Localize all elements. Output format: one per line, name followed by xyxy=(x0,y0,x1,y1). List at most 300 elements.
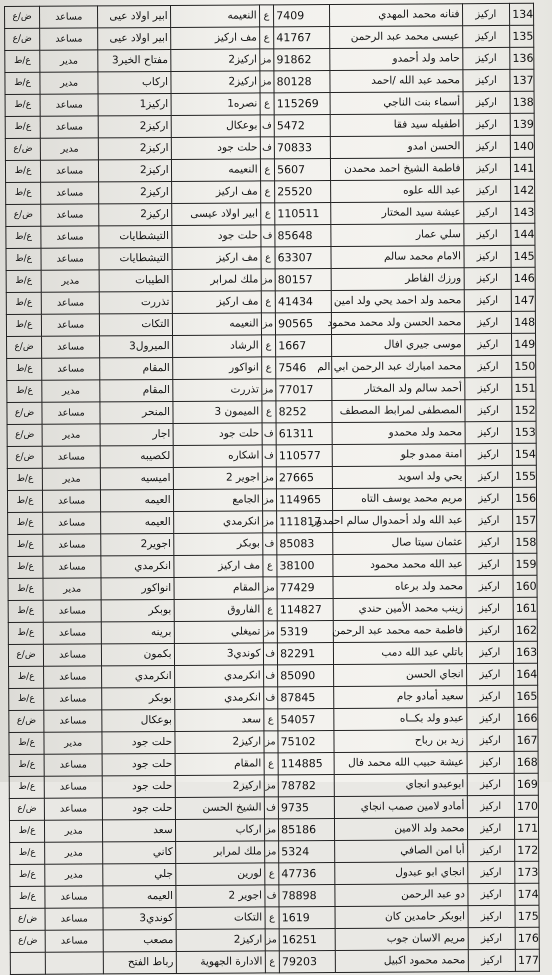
place-cell: اركيز2 xyxy=(175,731,264,754)
role-cell: مساعد xyxy=(44,666,102,688)
place-cell: انواكور xyxy=(172,357,261,380)
role-cell: مدير xyxy=(45,864,103,886)
row-number-cell: 139 xyxy=(510,113,534,135)
number-cell: 114965 xyxy=(277,489,333,511)
place-cell: النعيمه xyxy=(172,313,261,336)
role-cell: مدير xyxy=(45,842,103,864)
place-cell: مف اركيز xyxy=(173,555,262,578)
number-cell: 54057 xyxy=(278,708,334,730)
row-number-cell: 154 xyxy=(512,443,536,465)
place-cell: اركاب xyxy=(175,819,264,842)
name-cell: عبد الله علوه xyxy=(331,180,464,203)
number-cell: 38100 xyxy=(277,555,333,577)
code-cell: ف xyxy=(262,533,277,555)
row-number-cell: 149 xyxy=(512,333,536,355)
role-cell: مساعد xyxy=(40,6,98,28)
role-cell: مدير xyxy=(40,72,98,94)
place-cell: حلت جود xyxy=(173,423,262,446)
row-number-cell: 165 xyxy=(514,685,538,707)
name-cell: محمد ولد احمد يحي ولد امين xyxy=(331,290,464,313)
row-number-cell: 138 xyxy=(510,91,534,113)
role-cell: مساعد xyxy=(42,358,100,380)
school-cell: انواكور xyxy=(101,577,174,599)
status-cell: ع/ط xyxy=(9,754,44,776)
row-number-cell: 169 xyxy=(514,773,538,795)
code-cell: ف xyxy=(260,115,275,137)
name-cell: يحي ولد اسويد xyxy=(332,466,465,489)
school-cell: لكصيبه xyxy=(100,445,173,467)
status-cell: ع/ط xyxy=(9,820,44,842)
row-number-cell: 158 xyxy=(513,531,537,553)
row-number-cell: 172 xyxy=(515,839,539,861)
code-cell: ع xyxy=(261,335,276,357)
district-cell: اركيز xyxy=(464,333,512,355)
district-cell: اركيز xyxy=(463,201,511,223)
school-cell: التيشطايات xyxy=(99,225,172,247)
name-cell: مريم الاسان جوب xyxy=(335,928,468,951)
name-cell: ابوبكر حامدين كان xyxy=(335,906,468,929)
number-cell: 70833 xyxy=(274,137,330,159)
status-cell: ع/ط xyxy=(6,182,41,204)
status-cell: ع/ط xyxy=(8,622,43,644)
number-cell: 87845 xyxy=(278,686,334,708)
table-row xyxy=(5,25,534,50)
status-cell: ض/ع xyxy=(8,644,43,666)
name-cell: زينب محمد الأمين حندي xyxy=(333,598,466,621)
table-row xyxy=(5,47,534,72)
place-cell: الادارة الجهوية xyxy=(176,951,265,974)
school-cell: رباط الفتح xyxy=(103,951,176,973)
status-cell: ع/ط xyxy=(8,578,43,600)
table-row xyxy=(9,729,538,754)
place-cell: اركيز2 xyxy=(176,929,265,952)
name-cell: محمد عبد الله /احمد xyxy=(330,70,463,93)
table-row xyxy=(7,377,536,402)
place-cell: اشكاره xyxy=(173,445,262,468)
row-number-cell: 168 xyxy=(514,751,538,773)
status-cell: ع/ط xyxy=(5,116,40,138)
school-cell: العيمه xyxy=(103,885,176,907)
number-cell: 110577 xyxy=(276,445,332,467)
number-cell: 75102 xyxy=(278,730,334,752)
role-cell: مدير xyxy=(43,468,101,490)
status-cell: ع/ط xyxy=(10,842,45,864)
code-cell: مز xyxy=(264,841,279,863)
number-cell: 90565 xyxy=(275,313,331,335)
code-cell: ع xyxy=(265,951,280,973)
place-cell: النعيمه xyxy=(171,159,260,182)
row-number-cell: 161 xyxy=(513,597,537,619)
status-cell: ع/ط xyxy=(5,50,40,72)
row-number-cell: 164 xyxy=(514,663,538,685)
staff-assignment-table xyxy=(4,3,540,975)
number-cell: 79203 xyxy=(279,950,335,972)
code-cell: مز xyxy=(263,621,278,643)
role-cell: مساعد xyxy=(43,600,101,622)
code-cell: ع xyxy=(263,599,278,621)
role-cell: مدير xyxy=(42,424,100,446)
number-cell: 47736 xyxy=(279,862,335,884)
district-cell: اركيز xyxy=(465,465,513,487)
role-cell: مدير xyxy=(44,732,102,754)
row-number-cell: 143 xyxy=(511,201,535,223)
code-cell: مز xyxy=(265,929,280,951)
school-cell: ابير اولاد عيى xyxy=(98,27,171,49)
district-cell: اركيز xyxy=(464,355,512,377)
role-cell: مساعد xyxy=(44,710,102,732)
role-cell: مساعد xyxy=(42,336,100,358)
name-cell: فاطمة الشيخ احمد محمدن xyxy=(330,158,463,181)
status-cell: ع/ط xyxy=(8,512,43,534)
place-cell: لورين xyxy=(175,863,264,886)
school-cell: التكات xyxy=(100,313,173,335)
table-row xyxy=(9,685,538,710)
number-cell: 27665 xyxy=(276,467,332,489)
name-cell: محمد ولد برعاه xyxy=(333,576,466,599)
school-cell: اركيز2 xyxy=(98,115,171,137)
school-cell: حلت جود xyxy=(102,797,175,819)
district-cell: اركيز xyxy=(462,3,510,25)
status-cell: ض/ع xyxy=(7,402,42,424)
place-cell: المقام xyxy=(174,577,263,600)
district-cell: اركيز xyxy=(463,223,511,245)
table-row xyxy=(9,795,538,820)
school-cell: سعد xyxy=(103,819,176,841)
number-cell: 111817 xyxy=(277,511,333,533)
table-row xyxy=(7,487,536,512)
number-cell: 41767 xyxy=(274,27,330,49)
role-cell: مدير xyxy=(40,138,98,160)
row-number-cell: 177 xyxy=(515,949,539,971)
row-number-cell: 160 xyxy=(513,575,537,597)
row-number-cell: 162 xyxy=(513,619,537,641)
school-cell: انكرمدي xyxy=(101,555,174,577)
place-cell: اجوير 2 xyxy=(175,885,264,908)
role-cell: مساعد xyxy=(45,930,103,952)
role-cell: مساعد xyxy=(41,248,99,270)
code-cell: ع xyxy=(263,709,278,731)
name-cell: موسى جيري افال xyxy=(332,334,465,357)
code-cell: ع xyxy=(264,863,279,885)
row-number-cell: 153 xyxy=(512,421,536,443)
district-cell: اركيز xyxy=(467,795,515,817)
code-cell: مز xyxy=(262,511,277,533)
row-number-cell: 150 xyxy=(512,355,536,377)
role-cell: مساعد xyxy=(43,490,101,512)
district-cell: اركيز xyxy=(462,47,510,69)
name-cell: أحمد سالم ولد المختار xyxy=(332,378,465,401)
code-cell: ف xyxy=(263,687,278,709)
school-cell: اجوير2 xyxy=(101,533,174,555)
school-cell: الميرول3 xyxy=(100,335,173,357)
school-cell: تذررت xyxy=(99,291,172,313)
school-cell: انكرمدي xyxy=(102,665,175,687)
status-cell: ض/ع xyxy=(10,908,45,930)
place-cell: اجوير 2 xyxy=(173,467,262,490)
district-cell: اركيز xyxy=(467,817,515,839)
table-row xyxy=(7,421,536,446)
number-cell: 85090 xyxy=(278,664,334,686)
name-cell: محمد امبارك عبد الرحمن ابي الم xyxy=(332,356,465,379)
place-cell: كوندي3 xyxy=(174,643,263,666)
role-cell: مساعد xyxy=(45,886,103,908)
table-row xyxy=(6,245,535,270)
table-row xyxy=(7,355,536,380)
table-row xyxy=(10,949,539,974)
district-cell: اركيز xyxy=(467,883,515,905)
table-row xyxy=(8,531,537,556)
code-cell: ع xyxy=(259,5,274,27)
name-cell: عبد الله محمد محمود xyxy=(333,554,466,577)
code-cell: مز xyxy=(262,467,277,489)
table-row xyxy=(8,597,537,622)
number-cell: 8252 xyxy=(276,401,332,423)
name-cell: سعيد أمادو جام xyxy=(334,686,467,709)
status-cell: ع/ط xyxy=(7,490,42,512)
role-cell: مساعد xyxy=(41,226,99,248)
number-cell: 63307 xyxy=(275,247,331,269)
row-number-cell: 136 xyxy=(510,47,534,69)
status-cell: ع/ط xyxy=(5,94,40,116)
school-cell: مصعب xyxy=(103,929,176,951)
district-cell: اركيز xyxy=(463,91,511,113)
place-cell: الشيخ الحسن xyxy=(175,797,264,820)
status-cell: ع/ط xyxy=(6,292,41,314)
status-cell: ع/ط xyxy=(6,248,41,270)
name-cell: عيشة حبيب الله محمد فال xyxy=(334,752,467,775)
table-row xyxy=(5,135,534,160)
row-number-cell: 142 xyxy=(511,179,535,201)
district-cell: اركيز xyxy=(464,267,512,289)
school-cell: العيمه xyxy=(101,489,174,511)
status-cell: ض/ع xyxy=(9,798,44,820)
status-cell: ع/ط xyxy=(7,468,42,490)
table-row xyxy=(9,773,538,798)
place-cell: مف اركيز xyxy=(172,247,261,270)
role-cell: مساعد xyxy=(40,94,98,116)
status-cell: ع/ط xyxy=(6,314,41,336)
role-cell: مدير xyxy=(41,270,99,292)
table-row xyxy=(5,69,534,94)
district-cell: اركيز xyxy=(463,179,511,201)
place-cell: ملك لمرابر xyxy=(172,269,261,292)
row-number-cell: 134 xyxy=(510,3,534,25)
school-cell: اركيز2 xyxy=(99,203,172,225)
school-cell: كوندي3 xyxy=(103,907,176,929)
table-row xyxy=(5,3,534,28)
place-cell: بوبكر xyxy=(173,533,262,556)
code-cell: ع xyxy=(262,555,277,577)
district-cell: اركيز xyxy=(463,157,511,179)
row-number-cell: 155 xyxy=(512,465,536,487)
name-cell: ابوعبدو انجاي xyxy=(334,774,467,797)
name-cell: محمد الحسن ولد محمد محمود xyxy=(331,312,464,335)
name-cell: مريم محمد يوسف التاه xyxy=(332,488,465,511)
table-row xyxy=(7,443,536,468)
table-row xyxy=(8,619,537,644)
number-cell: 114885 xyxy=(278,752,334,774)
name-cell: اطفيله سيد فقا xyxy=(330,114,463,137)
name-cell: الحسن امدو xyxy=(330,136,463,159)
table-row xyxy=(6,267,535,292)
school-cell: اميسيه xyxy=(100,467,173,489)
code-cell: مز xyxy=(260,71,275,93)
place-cell: التكات xyxy=(176,907,265,930)
role-cell: مساعد xyxy=(43,512,101,534)
name-cell: المصطفى لمرابط المصطف xyxy=(332,400,465,423)
row-number-cell: 176 xyxy=(515,927,539,949)
status-cell: ض/ع xyxy=(10,930,45,952)
role-cell: مساعد xyxy=(41,292,99,314)
role-cell: مساعد xyxy=(42,402,100,424)
table-row xyxy=(10,861,539,886)
role-cell: مدير xyxy=(45,820,103,842)
role-cell: مساعد xyxy=(44,776,102,798)
role-cell: مساعد xyxy=(44,644,102,666)
number-cell: 110511 xyxy=(275,203,331,225)
name-cell: دو عبد الرحمن xyxy=(335,884,468,907)
number-cell: 114827 xyxy=(277,599,333,621)
school-cell: جلي xyxy=(103,863,176,885)
name-cell: أسماء بنت الناجي xyxy=(330,92,463,115)
place-cell: الرشاد xyxy=(172,335,261,358)
status-cell: ع/ط xyxy=(8,556,43,578)
role-cell xyxy=(45,952,103,974)
table-row xyxy=(9,751,538,776)
role-cell: مساعد xyxy=(45,908,103,930)
status-cell: ع/ط xyxy=(5,72,40,94)
name-cell: ورزك الفاطر xyxy=(331,268,464,291)
table-row xyxy=(10,927,539,952)
row-number-cell: 135 xyxy=(510,25,534,47)
table-row xyxy=(10,839,539,864)
district-cell: اركيز xyxy=(463,135,511,157)
school-cell: ابير اولاد عيى xyxy=(98,5,171,27)
school-cell: حلت جود xyxy=(102,775,175,797)
number-cell: 78782 xyxy=(278,774,334,796)
status-cell: ض/ع xyxy=(5,28,40,50)
code-cell: ف xyxy=(264,797,279,819)
number-cell: 82291 xyxy=(278,642,334,664)
place-cell: اركيز2 xyxy=(171,71,260,94)
place-cell: النعيمه xyxy=(170,5,259,28)
place-cell: مف اركيز xyxy=(171,181,260,204)
row-number-cell: 173 xyxy=(515,861,539,883)
code-cell: مز xyxy=(261,313,276,335)
place-cell: حلت جود xyxy=(171,137,260,160)
table-row xyxy=(7,465,536,490)
place-cell: نصره1 xyxy=(171,93,260,116)
table-body xyxy=(5,3,540,974)
school-cell: المقام xyxy=(100,379,173,401)
school-cell: المقام xyxy=(100,357,173,379)
place-cell: اركيز2 xyxy=(170,49,259,72)
name-cell: انجاي الحسن xyxy=(334,664,467,687)
school-cell: بوبكر xyxy=(101,599,174,621)
school-cell: مفتاح الخير3 xyxy=(98,49,171,71)
code-cell: ف xyxy=(262,445,277,467)
role-cell: مساعد xyxy=(42,314,100,336)
number-cell: 25520 xyxy=(275,181,331,203)
place-cell: الفاروق xyxy=(174,599,263,622)
name-cell: زيد بن رباح xyxy=(334,730,467,753)
place-cell: الميمون 3 xyxy=(173,401,262,424)
status-cell: ض/ع xyxy=(5,6,40,28)
school-cell: برينه xyxy=(101,621,174,643)
number-cell: 41434 xyxy=(275,291,331,313)
table-row xyxy=(6,223,535,248)
table-row xyxy=(10,883,539,908)
number-cell: 7409 xyxy=(274,5,330,27)
number-cell: 80157 xyxy=(275,269,331,291)
status-cell: ض/ع xyxy=(9,710,44,732)
school-cell: اركيز2 xyxy=(99,181,172,203)
number-cell: 9735 xyxy=(278,796,334,818)
row-number-cell: 167 xyxy=(514,729,538,751)
number-cell: 61311 xyxy=(276,423,332,445)
school-cell: بوبكر xyxy=(102,687,175,709)
school-cell: العيمه xyxy=(101,511,174,533)
district-cell: اركيز xyxy=(464,377,512,399)
role-cell: مساعد xyxy=(40,28,98,50)
row-number-cell: 175 xyxy=(515,905,539,927)
table-row xyxy=(8,553,537,578)
row-number-cell: 137 xyxy=(510,69,534,91)
status-cell: ع/ط xyxy=(9,732,44,754)
role-cell: مساعد xyxy=(41,182,99,204)
number-cell: 1619 xyxy=(279,906,335,928)
code-cell: ع xyxy=(261,247,276,269)
table-row xyxy=(5,157,534,182)
table-row xyxy=(8,641,537,666)
name-cell: محمد ولد محمدو xyxy=(332,422,465,445)
district-cell: اركيز xyxy=(463,113,511,135)
place-cell: انكرمدي xyxy=(174,687,263,710)
code-cell: ف xyxy=(260,225,275,247)
row-number-cell: 156 xyxy=(513,487,537,509)
role-cell: مساعد xyxy=(43,556,101,578)
district-cell: اركيز xyxy=(468,927,516,949)
code-cell: ع xyxy=(260,93,275,115)
code-cell: ع xyxy=(261,291,276,313)
place-cell: الجامع xyxy=(173,489,262,512)
code-cell: ف xyxy=(263,643,278,665)
table-row xyxy=(6,201,535,226)
place-cell: تميغلي xyxy=(174,621,263,644)
table-row xyxy=(5,91,534,116)
place-cell: سعد xyxy=(174,709,263,732)
place-cell: بوعكال xyxy=(171,115,260,138)
code-cell: ع xyxy=(259,27,274,49)
row-number-cell: 151 xyxy=(512,377,536,399)
status-cell: ع/ط xyxy=(6,270,41,292)
name-cell: عيشة سيد المختار xyxy=(331,202,464,225)
role-cell: مدير xyxy=(43,578,101,600)
place-cell: مف اركيز xyxy=(172,291,261,314)
school-cell: اركيز2 xyxy=(99,159,172,181)
table-row xyxy=(6,289,535,314)
district-cell: اركيز xyxy=(466,663,514,685)
school-cell: اركاب xyxy=(98,71,171,93)
number-cell: 78898 xyxy=(279,884,335,906)
code-cell: ع xyxy=(262,401,277,423)
code-cell: مز xyxy=(259,49,274,71)
number-cell: 91862 xyxy=(274,49,330,71)
role-cell: مساعد xyxy=(40,116,98,138)
status-cell: ع/ط xyxy=(9,776,44,798)
number-cell: 85083 xyxy=(277,533,333,555)
table-row xyxy=(9,817,538,842)
